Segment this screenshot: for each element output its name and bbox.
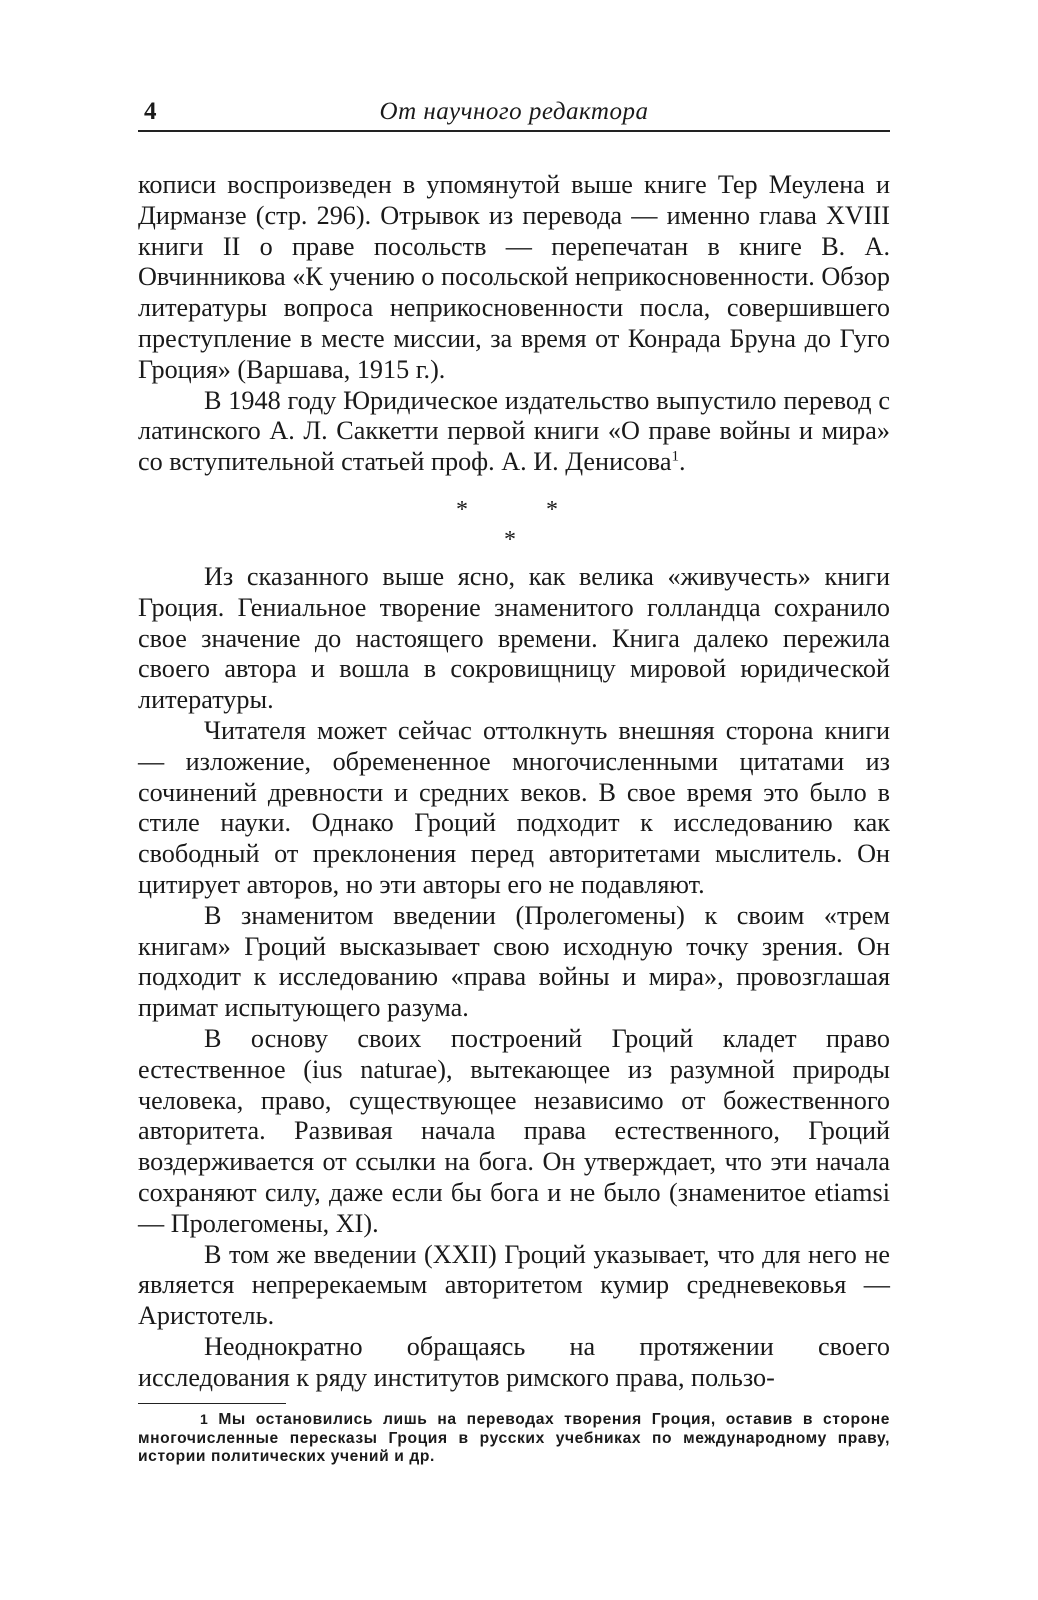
paragraph: Из сказанного выше ясно, как велика «живучесть» книги Гроция. Гениальное творение знаменитого голландца сохранило свое значение до настоящего времени. Книга далеко пережила своего автора и вошла в сокровищницу мировой юридической литературы. — [138, 561, 890, 715]
paragraph-text: В 1948 году Юридическое издательство выпустило перевод с латинского А. Л. Саккетти первой книги «О праве войны и мира» со вступительной статьей проф. А. И. Денисова — [138, 385, 890, 477]
paragraph: Неоднократно обращаясь на протяжении своего исследования к ряду институтов римского права, пользо- — [138, 1331, 890, 1392]
footnote — [138, 1410, 890, 1467]
paragraph — [138, 386, 890, 478]
footnote-reference: 1 — [671, 448, 679, 465]
section-separator — [138, 482, 890, 558]
paragraph: Читателя может сейчас оттолкнуть внешняя сторона книги — изложение, обремененное многочисленными цитатами из сочинений древности и средних веков. В свое время это было в стиле науки. Однако Гроций подходит к исследованию как свободный от преклонения перед авторитетами мыслитель. Он цитирует авторов, но эти авторы его не подавляют. — [138, 715, 890, 899]
footnote-divider — [138, 1403, 286, 1404]
paragraph: В том же введении (XXII) Гроций указывает, что для него не является непререкаемым авторитетом кумир средневековья — Аристотель. — [138, 1239, 890, 1331]
page-content — [138, 94, 890, 1467]
page-number: 4 — [144, 98, 157, 125]
page-header — [138, 94, 890, 132]
paragraph: В знаменитом введении (Пролегомены) к своим «трем книгам» Гроций высказывает свою исходную точку зрения. Он подходит к исследованию «права войны и мира», провозглашая примат испытующего разума. — [138, 900, 890, 1023]
main-text — [138, 170, 890, 1393]
paragraph-end: . — [678, 447, 686, 477]
asterisk: * — [504, 526, 516, 553]
footnote-text: Мы остановились лишь на переводах творения Гроция, оставив в стороне многочисленные пересказы Гроция в русских учебниках по международному праву, истории политических учений и др. — [138, 1411, 890, 1466]
footnote-mark: 1 — [200, 1411, 209, 1428]
asterisk: * — [546, 496, 558, 523]
paragraph: кописи воспроизведен в упомянутой выше книге Тер Меулена и Дирманзе (стр. 296). Отрывок из перевода — именно глава XVIII книги II о праве посольств — перепечатан в книге В. А. Овчинникова «К учению о посольской неприкосновенности. Обзор литературы вопроса неприкосновенности посла, совершившего преступление в месте миссии, за время от Конрада Бруна до Гуго Гроция» (Варшава, 1915 г.). — [138, 170, 890, 384]
running-title: От научного редактора — [379, 98, 649, 125]
paragraph: В основу своих построений Гроций кладет право естественное (ius naturae), вытекающее из разумной природы человека, право, существующее независимо от божественного авторитета. Развивая начала права естественного, Гроций воздерживается от ссылки на бога. Он утверждает, что эти начала сохраняют силу, даже если бы бога и не было (знаменитое etiamsi — Пролегомены, XI). — [138, 1023, 890, 1238]
asterisk: * — [456, 496, 468, 523]
